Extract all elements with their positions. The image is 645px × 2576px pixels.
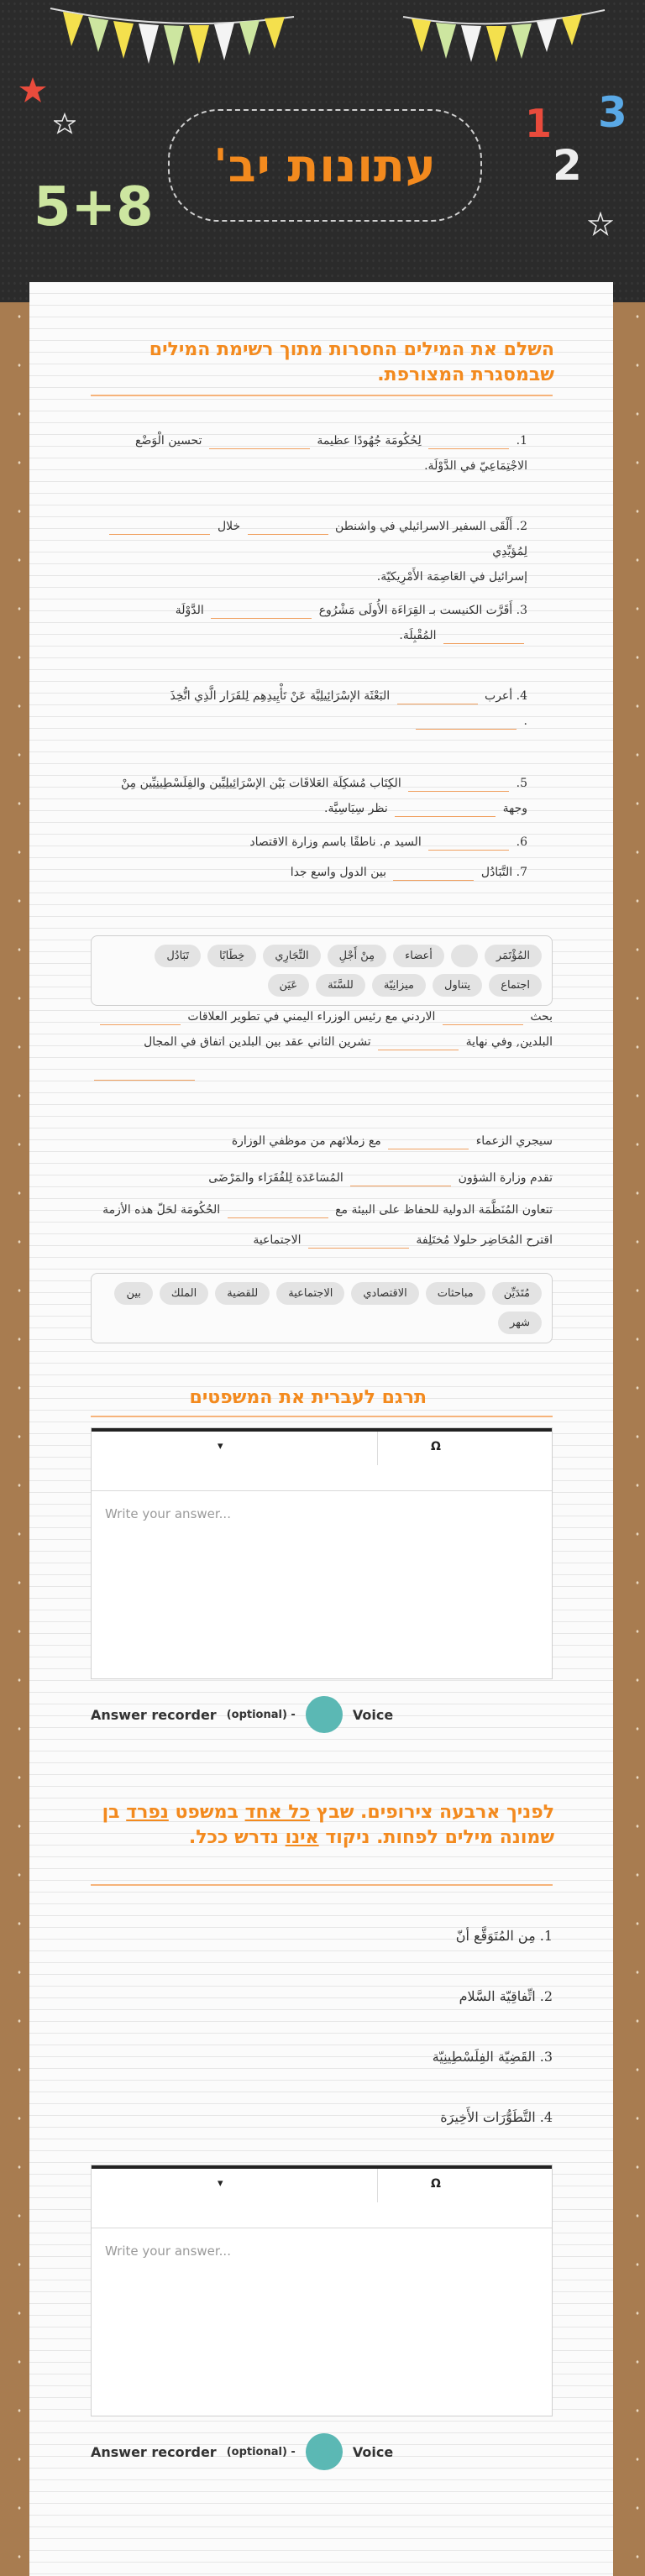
blank-input[interactable] [209,433,310,449]
word-chip[interactable]: الملك [160,1282,208,1305]
blank-input[interactable] [393,865,474,881]
blank-input[interactable] [395,801,496,817]
answer-textarea[interactable]: Write your answer... [105,1506,231,1521]
blank-input[interactable] [109,519,210,535]
answer-recorder [91,1696,393,1733]
toolbar-separator [377,1432,378,1465]
voice-label: Voice [352,1706,394,1723]
paragraph-line-7: اقترح المُحَاضِر حلولا مُختَلِفة الاجتماعية [253,1233,553,1247]
star-outline-icon [54,113,76,134]
recorder-label: Answer recorder [91,1706,217,1723]
fill-item-7: 7. التَّبَادُل بين الدول واسع جدا [290,866,527,879]
fill-item-1: 1. لِحُكُومَة جُهُودًا عظيمة تحسين الْوَضْع الاجْتِمَاعِيّ في الدَّوْلَة. [135,434,527,473]
fill-item-4: 4. أعرب البَعْثَة الإسْرَائِيلِيَّة عَنْ تَأْيِيدِهِم لِلقَرَار الَّذِي اتُّخِذَ . [170,689,527,728]
page-title: עתונות יב' [213,139,437,192]
blank-input[interactable] [388,1134,469,1149]
bunting-right-icon [399,0,609,76]
voice-record-button[interactable] [306,2433,343,2470]
blank-input[interactable] [100,1009,181,1025]
fill-item-5: 5. الكِتَاب مُشكِلَة العَلاقَات بَيْن الإسْرَائِيلِيِّين والفِلَسْطِينِيِّين مِنْ وجهة نظر سِيَاسِيَّة. [121,777,527,815]
star-outline-right-icon [588,212,613,237]
voice-label: Voice [352,2443,394,2460]
answer-textarea[interactable]: Write your answer... [105,2244,231,2259]
word-chip[interactable]: بين [114,1282,152,1305]
star-red-icon [18,76,47,104]
phrase-item-4: 4. التَّطَوُّرَات الأَخِيرَة [440,2109,553,2125]
paragraph-line-6: تتعاون المُنَظَّمَة الدولية للحفاظ على البيئة مع الحُكُومَة لحَلّ هذه الأزمة [102,1203,553,1217]
word-chip[interactable]: للقضية [215,1282,270,1305]
word-chip[interactable]: التِّجَارِي [263,945,320,967]
paragraph-line-1: بحث الاردني مع رئيس الوزراء اليمني في تطوير العلاقات [91,1004,553,1029]
fill-item-2: 2. أَلْقَى السفير الاسرائيلي في واشنطن خلال لِمُؤيِّدِي إسرائيل في العَاصِمَة الأَمْرِيكيّة. [91,514,527,589]
format-dropdown[interactable]: ▾ [218,2177,223,2190]
toolbar-separator [377,2169,378,2202]
recorder-label: Answer recorder [91,2443,217,2460]
deco-number-2: 2 [553,141,582,190]
answer-editor-2 [91,2165,553,2416]
section3-heading: תרגם לעברית את המשפטים [189,1387,427,1408]
word-chip[interactable]: المُؤْتَمَر [485,945,542,967]
editor-toolbar [92,1428,552,1491]
paragraph-line-3 [91,1060,553,1085]
blank-input[interactable] [248,519,328,535]
word-chip[interactable]: ميزانِيّة [372,974,426,997]
paragraph-line-5: تقدم وزارة الشؤون المُسَاعَدَة لِلفُقَرَاء والمَرْضَى [208,1171,553,1185]
format-dropdown[interactable]: ▾ [218,1440,223,1453]
phrase-item-1: 1. مِن المُتَوَقَّع أنّ [455,1928,553,1944]
chalkboard-header [0,0,645,302]
blank-input[interactable] [94,1065,195,1081]
word-chip[interactable]: مباحثات [426,1282,485,1305]
blank-input[interactable] [308,1233,409,1249]
blank-input[interactable] [397,689,478,704]
special-char-icon[interactable]: Ω [431,1440,441,1453]
word-chip[interactable]: شهر [498,1312,542,1334]
word-chip[interactable]: الاجتماعية [276,1282,344,1305]
recorder-optional: (optional) - [226,1708,296,1721]
word-chip[interactable]: أعضاء [393,945,444,967]
word-chip[interactable]: يتناول [433,974,482,997]
recorder-optional: (optional) - [226,2445,296,2458]
paragraph-line-4: سيجري الزعماء مع زملائهم من موظفي الوزارة [231,1134,553,1148]
blank-input[interactable] [428,433,509,449]
voice-record-button[interactable] [306,1696,343,1733]
word-chip[interactable]: الاقتصادي [351,1282,418,1305]
blank-input[interactable] [228,1202,328,1218]
word-chip[interactable] [451,945,478,967]
answer-editor-1 [91,1427,553,1679]
blank-input[interactable] [443,1009,523,1025]
word-bank-1 [91,935,553,1006]
word-chip[interactable]: مُتَدَيِّن [492,1282,542,1305]
answer-recorder [91,2433,393,2470]
word-bank-2 [91,1273,553,1343]
blank-input[interactable] [428,835,509,851]
word-chip[interactable]: مِنْ أَجْلِ [328,945,387,967]
blank-input[interactable] [416,714,517,730]
fill-item-6: 6. السيد م. ناطقًا باسم وزارة الاقتصاد [249,835,527,849]
blank-input[interactable] [378,1034,459,1050]
word-chip[interactable]: اجتماع [489,974,542,997]
special-char-icon[interactable]: Ω [431,2177,441,2191]
section1-divider [91,395,553,396]
section1-heading: השלם את המילים החסרות מתוך רשימת המילים שבמסגרת המצורפת. [149,339,554,385]
deco-number-3: 3 [598,88,627,137]
section4-heading: לפניך ארבעה צירופים. שבץ כל אחד במשפט נפרד בן שמונה מילים לפחות. ניקוד אינו נדרש ככל. [102,1802,554,1848]
deco-number-1: 1 [525,101,553,146]
fill-item-3: 3. أَقَرَّت الكنيست بـ القِرَاءَة الأُولَى مَشْرُوع الدَّوْلَة المُقْبِلَة. [175,604,527,642]
word-chip[interactable]: للسَّنَة [316,974,365,997]
blank-input[interactable] [211,603,312,619]
word-chip[interactable]: خِطَابًا [207,945,256,967]
paragraph-line-2: البلدين, وفي نهاية تشرين الثاني عقد بين البلدين اتفاق في المجال [144,1035,553,1049]
phrase-item-2: 2. اتِّفاقِيّة السَّلام [459,1988,553,2004]
bunting-left-icon [46,0,298,76]
word-chip[interactable]: تَبَادُل [155,945,201,967]
title-frame [168,109,482,222]
section4-divider [91,1884,553,1886]
editor-toolbar [92,2165,552,2228]
blank-input[interactable] [350,1170,451,1186]
section3-divider [91,1416,553,1417]
blank-input[interactable] [443,628,524,644]
phrase-item-3: 3. القَضِيّة الفِلَسْطِينِيّة [432,2049,553,2065]
deco-equation: 5+8 [34,176,154,238]
blank-input[interactable] [408,776,509,792]
word-chip[interactable]: عَيَن [268,974,310,997]
